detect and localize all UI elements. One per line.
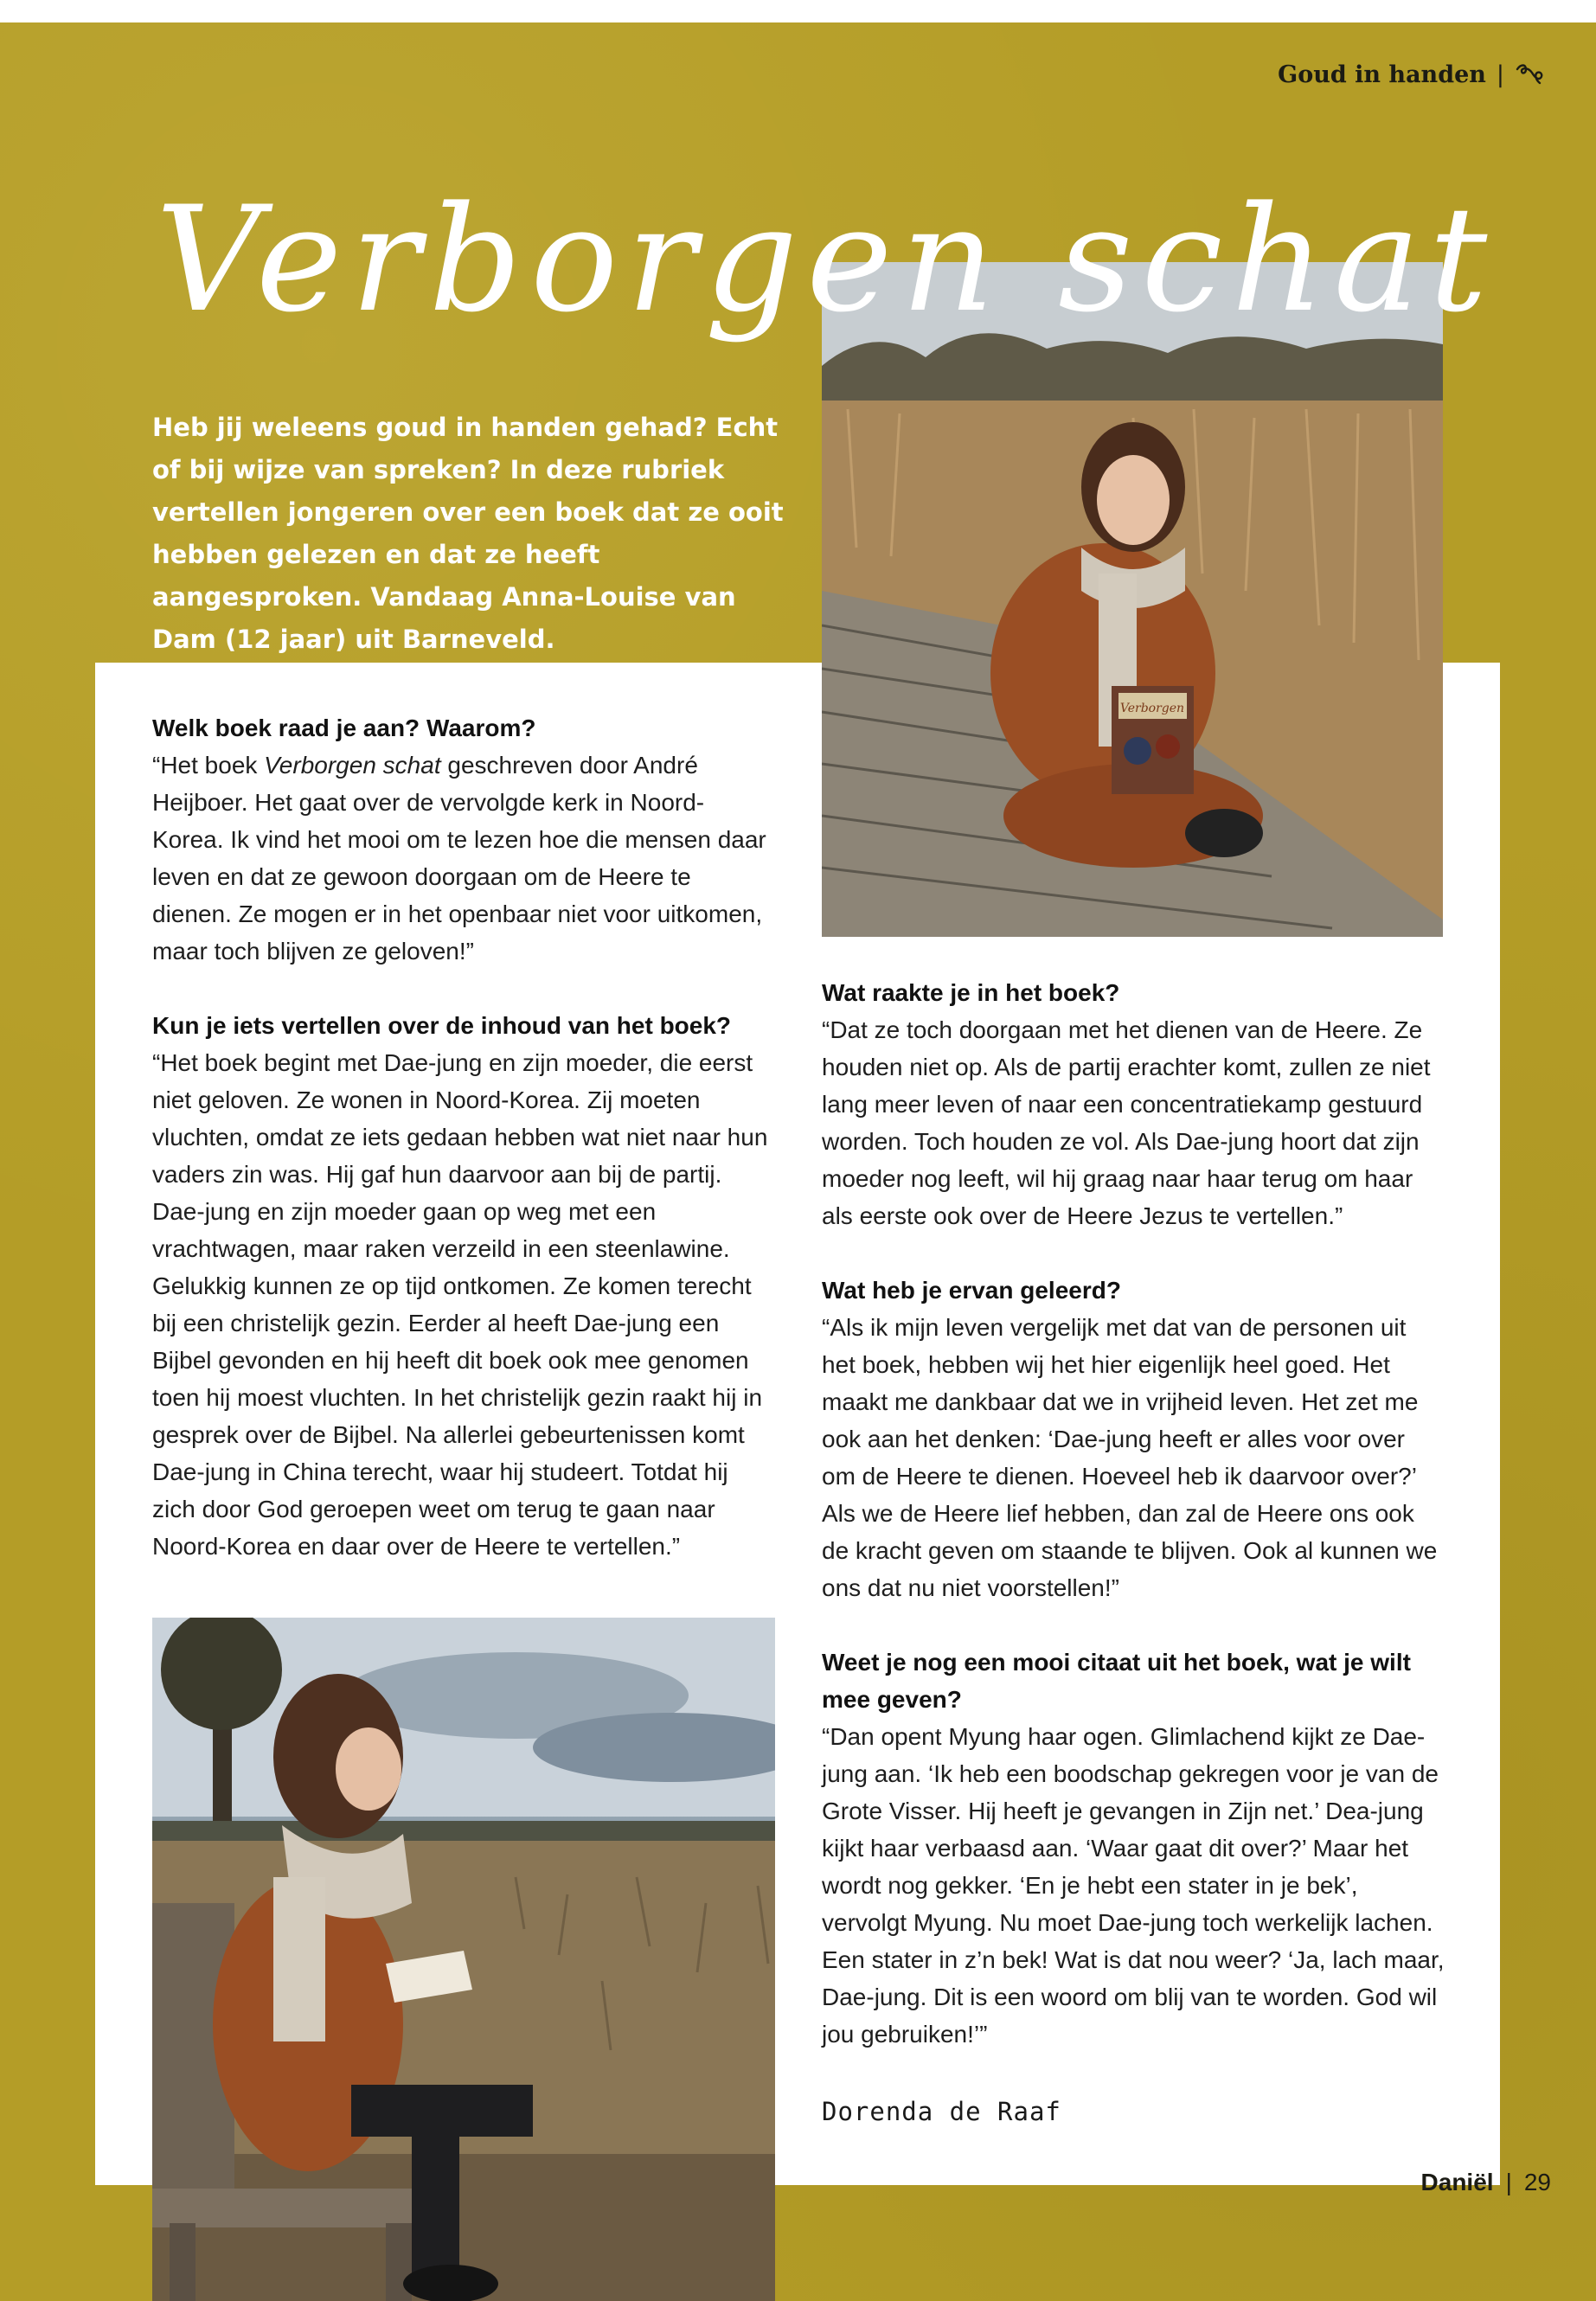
book-title-emphasis: Verborgen schat	[264, 752, 441, 779]
answer-3: “Dat ze toch doorgaan met het dienen van de Heere. Ze houden niet op. Als de partij erachter komt, zullen ze niet lang meer leven of naar een concentratiekamp gestuurd worden. Toch houden ze vol. Als Dae-jung hoort dat zijn moeder nog leeft, wil hij graag naar haar terug om haar als eerste ook over de Heere Jezus te vertellen.”	[822, 1016, 1431, 1229]
answer-5: “Dan opent Myung haar ogen. Glimlachend kijkt ze Dae-jung aan. ‘Ik heb een boodschap gekregen voor je van de Grote Visser. Hij heeft je gevangen in Zijn net.’ Dea-jung kijkt haar verbaasd aan. ‘Waar gaat dit over?’ Maar het wordt nog gekker. ‘En je hebt een stater in je bek’, vervolgt Myung. Nu moet Dae-jung toch werkelijk lachen. Een stater in z’n bek! Wat is dat nou weer? ‘Ja, lach maar, Dae-jung. Dit is een woord om blij van te worden. God wil jou gebruiken!’”	[822, 1723, 1445, 2048]
article-intro: Heb jij weleens goud in handen gehad? Echt of bij wijze van spreken? In deze rubriek vertellen jongeren over een boek dat ze ooit hebben gelezen en dat ze heeft aangesproken. Vandaag Anna-Louise van Dam (12 jaar) uit Barneveld.	[152, 413, 784, 654]
answer-4: “Als ik mijn leven vergelijk met dat van de personen uit het boek, hebben wij het hier eigenlijk heel goed. Het maakt me dankbaar dat we in vrijheid leven. Het zet me ook aan het denken: ‘Dae-jung heeft er alles voor over om de Heere te dienen. Hoeveel heb ik daarvoor over?’ Als we de Heere lief hebben, dan zal de Heere ons ook de kracht geven om staande te blijven. Ook al kunnen we ons dat nu niet voorstellen!”	[822, 1314, 1438, 1601]
answer-2: “Het boek begint met Dae-jung en zijn moeder, die eerst niet geloven. Ze wonen in Noord-Korea. Zij moeten vluchten, omdat ze iets gedaan hebben wat niet naar hun vaders zin was. Hij gaf hun daarvoor aan bij de partij. Dae-jung en zijn moeder gaan op weg met een vrachtwagen, maar raken verzeild in een steenlawine. Gelukkig kunnen ze op tijd ontkomen. Ze komen terecht bij een christelijk gezin. Eerder al heeft Dae-jung een Bijbel gevonden en hij heeft dit boek ook mee genomen toen hij moest vluchten. In het christelijk gezin raakt hij in gesprek over de Bijbel. Na allerlei gebeurtenissen komt Dae-jung in China terecht, waar hij studeert. Totdat hij zich door God geroepen weet om terug te gaan naar Noord-Korea en daar over de Heere te vertellen.”	[152, 1049, 768, 1560]
article-title: Verborgen schat	[156, 175, 1497, 344]
question-5: Weet je nog een mooi citaat uit het boek, wat je wilt mee geven?	[822, 1649, 1411, 1713]
section-header	[1278, 57, 1544, 92]
question-3: Wat raakte je in het boek?	[822, 979, 1120, 1006]
question-2: Kun je iets vertellen over de inhoud van het boek?	[152, 1012, 732, 1039]
photo-girl-on-bench	[152, 1618, 775, 2301]
right-column	[822, 974, 1445, 2090]
magazine-name: Daniël	[1420, 2169, 1494, 2195]
footer-separator: |	[1505, 2169, 1512, 2195]
page-number: 29	[1523, 2169, 1551, 2195]
top-margin	[0, 0, 1596, 22]
swirl-icon	[1515, 61, 1544, 87]
left-column	[152, 709, 775, 1602]
question-4: Wat heb je ervan geleerd?	[822, 1277, 1121, 1304]
question-1: Welk boek raad je aan? Waarom?	[152, 715, 536, 741]
page-footer	[1421, 2165, 1551, 2200]
photo-boardwalk-illustration	[822, 262, 1443, 937]
author-name: Dorenda de Raaf	[822, 2097, 1061, 2126]
answer-1-text-rest: geschreven door André Heijboer. Het gaat over de vervolgde kerk in Noord-Korea. Ik vind het mooi om te lezen hoe die mensen daar leven en dat ze gewoon doorgaan om de Heere te dienen. Ze mogen er in het openbaar niet voor uitkomen, maar toch blijven ze geloven!”	[152, 752, 766, 965]
book-cover-title: Verborgen	[1119, 702, 1185, 715]
photo-bench-illustration	[152, 1618, 775, 2301]
photo-girl-on-boardwalk	[822, 262, 1443, 937]
header-separator: |	[1496, 61, 1504, 88]
answer-1	[152, 747, 775, 970]
answer-1-text: “Het boek	[152, 752, 265, 779]
section-label: Goud in handen	[1278, 61, 1486, 88]
